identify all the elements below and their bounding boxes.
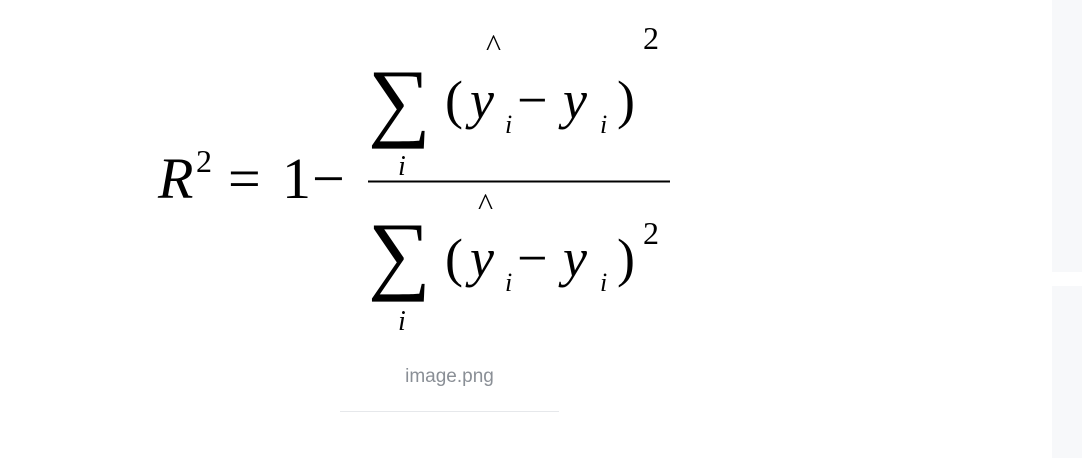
denominator-y-hat-subscript: i [505, 268, 513, 297]
minus-sign: − [312, 146, 345, 211]
numerator-hat: ^ [486, 27, 502, 63]
numerator-sum-symbol: ∑ [368, 53, 431, 150]
numerator-y: y [563, 70, 587, 130]
one-digit: 1 [282, 146, 311, 211]
denominator-inner-minus: − [517, 228, 548, 288]
right-sidebar-strip [1052, 0, 1082, 458]
denominator-sum-index: i [398, 306, 406, 337]
r-exponent: 2 [196, 143, 212, 179]
numerator-sum-index: i [398, 151, 406, 182]
r-symbol: R [158, 146, 194, 211]
numerator [368, 20, 659, 182]
denominator [368, 186, 659, 337]
equals-sign: = [228, 146, 261, 211]
numerator-y-subscript: i [600, 110, 608, 139]
numerator-square: 2 [643, 20, 659, 56]
denominator-hat: ^ [478, 186, 494, 222]
numerator-close-paren: ) [617, 70, 635, 130]
denominator-square: 2 [643, 215, 659, 251]
numerator-y-hat: y [470, 70, 494, 130]
image-caption[interactable]: image.png [405, 366, 494, 387]
denominator-open-paren: ( [445, 228, 463, 288]
denominator-close-paren: ) [617, 228, 635, 288]
denominator-sum-symbol: ∑ [368, 206, 431, 303]
numerator-open-paren: ( [445, 70, 463, 130]
denominator-y: y [563, 228, 587, 288]
denominator-y-hat: y [470, 228, 494, 288]
sidebar-gap [1052, 272, 1082, 286]
numerator-y-hat-subscript: i [505, 110, 513, 139]
caption-divider [340, 411, 559, 412]
numerator-inner-minus: − [517, 70, 548, 130]
denominator-y-subscript: i [600, 268, 608, 297]
